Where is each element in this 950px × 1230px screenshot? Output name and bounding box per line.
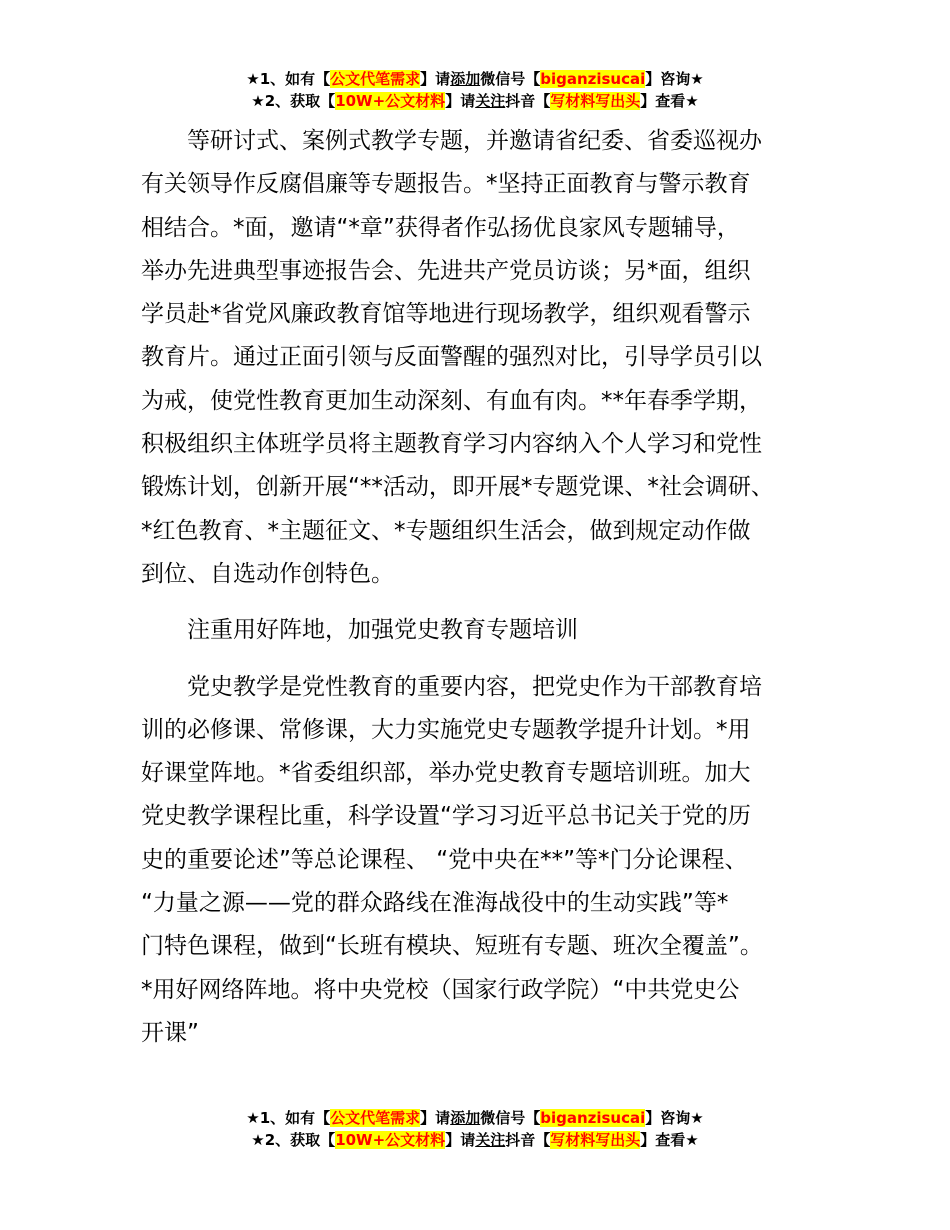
text-line: 相结合。*面，邀请“*章”获得者作弘扬优良家风专题辅导， xyxy=(141,214,740,241)
banner-text: 】请 xyxy=(420,70,451,88)
banner-highlight: 10W+公文材料 xyxy=(335,1131,446,1149)
text-line: 等研讨式、案例式教学专题，并邀请省纪委、省委巡视办 xyxy=(187,128,762,154)
header-banner xyxy=(0,68,950,112)
banner-text: 】咨询★ xyxy=(645,70,704,88)
banner-text: 】请 xyxy=(445,92,476,110)
text-line: 门特色课程，做到“长班有模块、短班有专题、班次全覆盖”。 xyxy=(141,933,763,960)
banner-highlight: 公文代笔需求 xyxy=(330,70,421,88)
text-line: *用好网络阵地。将中央党校（国家行政学院）“中共党史公 xyxy=(141,976,740,1003)
banner-text: 抖音【 xyxy=(505,1131,551,1149)
banner-text: 】咨询★ xyxy=(645,1109,704,1127)
banner-emphasis: 关注 xyxy=(475,1131,506,1149)
douyin-id-highlight: 写材料写出头 xyxy=(550,92,641,110)
text-line: 举办先进典型事迹报告会、先进共产党员访谈；另*面，组织 xyxy=(141,257,751,284)
footer-banner xyxy=(0,1107,950,1151)
banner-emphasis: 关注 xyxy=(475,92,506,110)
banner-text: 】请 xyxy=(420,1109,451,1127)
banner-text: 抖音【 xyxy=(505,92,551,110)
text-line: 学员赴*省党风廉政教育馆等地进行现场教学，组织观看警示 xyxy=(141,301,751,328)
text-line: 史的重要论述”等总论课程、 “党中央在**”等*门分论课程、 xyxy=(141,846,748,873)
banner-text: ★1、如有【 xyxy=(246,1109,331,1127)
banner-emphasis: 添加 xyxy=(450,1109,481,1127)
paragraph-1 xyxy=(141,120,831,596)
banner-text: 】查看★ xyxy=(640,92,699,110)
banner-text: ★2、获取【 xyxy=(251,1131,336,1149)
banner-text: 微信号【 xyxy=(480,1109,541,1127)
banner-text: 】请 xyxy=(445,1131,476,1149)
text-line: 有关领导作反腐倡廉等专题报告。*坚持正面教育与警示教育 xyxy=(141,171,751,198)
text-line: 积极组织主体班学员将主题教育学习内容纳入个人学习和党性 xyxy=(141,431,762,458)
banner-text: ★1、如有【 xyxy=(246,70,331,88)
text-line: 到位、自选动作创特色。 xyxy=(141,560,394,587)
heading-text: 注重用好阵地，加强党史教育专题培训 xyxy=(187,617,578,644)
text-line: 锻炼计划，创新开展“**活动，即开展*专题党课、*社会调研、 xyxy=(141,474,774,501)
text-line: 为戒，使党性教育更加生动深刻、有血有肉。**年春季学期， xyxy=(141,387,762,414)
document-body xyxy=(141,120,831,1055)
text-line: 教育片。通过正面引领与反面警醒的强烈对比，引导学员引以 xyxy=(141,344,762,371)
banner-text: 微信号【 xyxy=(480,70,541,88)
wechat-id-highlight: biganzisucai xyxy=(540,1109,646,1127)
banner-text: 】查看★ xyxy=(640,1131,699,1149)
section-heading xyxy=(141,609,831,652)
banner-highlight: 10W+公文材料 xyxy=(335,92,446,110)
banner-text: ★2、获取【 xyxy=(251,92,336,110)
text-line: 党史教学是党性教育的重要内容，把党史作为干部教育培 xyxy=(187,673,762,700)
text-line: 好课堂阵地。*省委组织部，举办党史教育专题培训班。加大 xyxy=(141,760,751,787)
header-banner-line-2 xyxy=(0,90,950,112)
wechat-id-highlight: biganzisucai xyxy=(540,70,646,88)
text-line: “力量之源——党的群众路线在淮海战役中的生动实践”等* xyxy=(141,890,729,917)
footer-banner-line-2 xyxy=(0,1129,950,1151)
banner-highlight: 公文代笔需求 xyxy=(330,1109,421,1127)
douyin-id-highlight: 写材料写出头 xyxy=(550,1131,641,1149)
paragraph-2 xyxy=(141,666,831,1056)
text-line: *红色教育、*主题征文、*专题组织生活会，做到规定动作做 xyxy=(141,517,751,544)
text-line: 党史教学课程比重，科学设置“学习习近平总书记关于党的历 xyxy=(141,803,751,830)
footer-banner-line-1 xyxy=(0,1107,950,1129)
header-banner-line-1 xyxy=(0,68,950,90)
text-line: 开课” xyxy=(141,1019,199,1046)
text-line: 训的必修课、常修课，大力实施党史专题教学提升计划。*用 xyxy=(141,716,751,743)
banner-emphasis: 添加 xyxy=(450,70,481,88)
